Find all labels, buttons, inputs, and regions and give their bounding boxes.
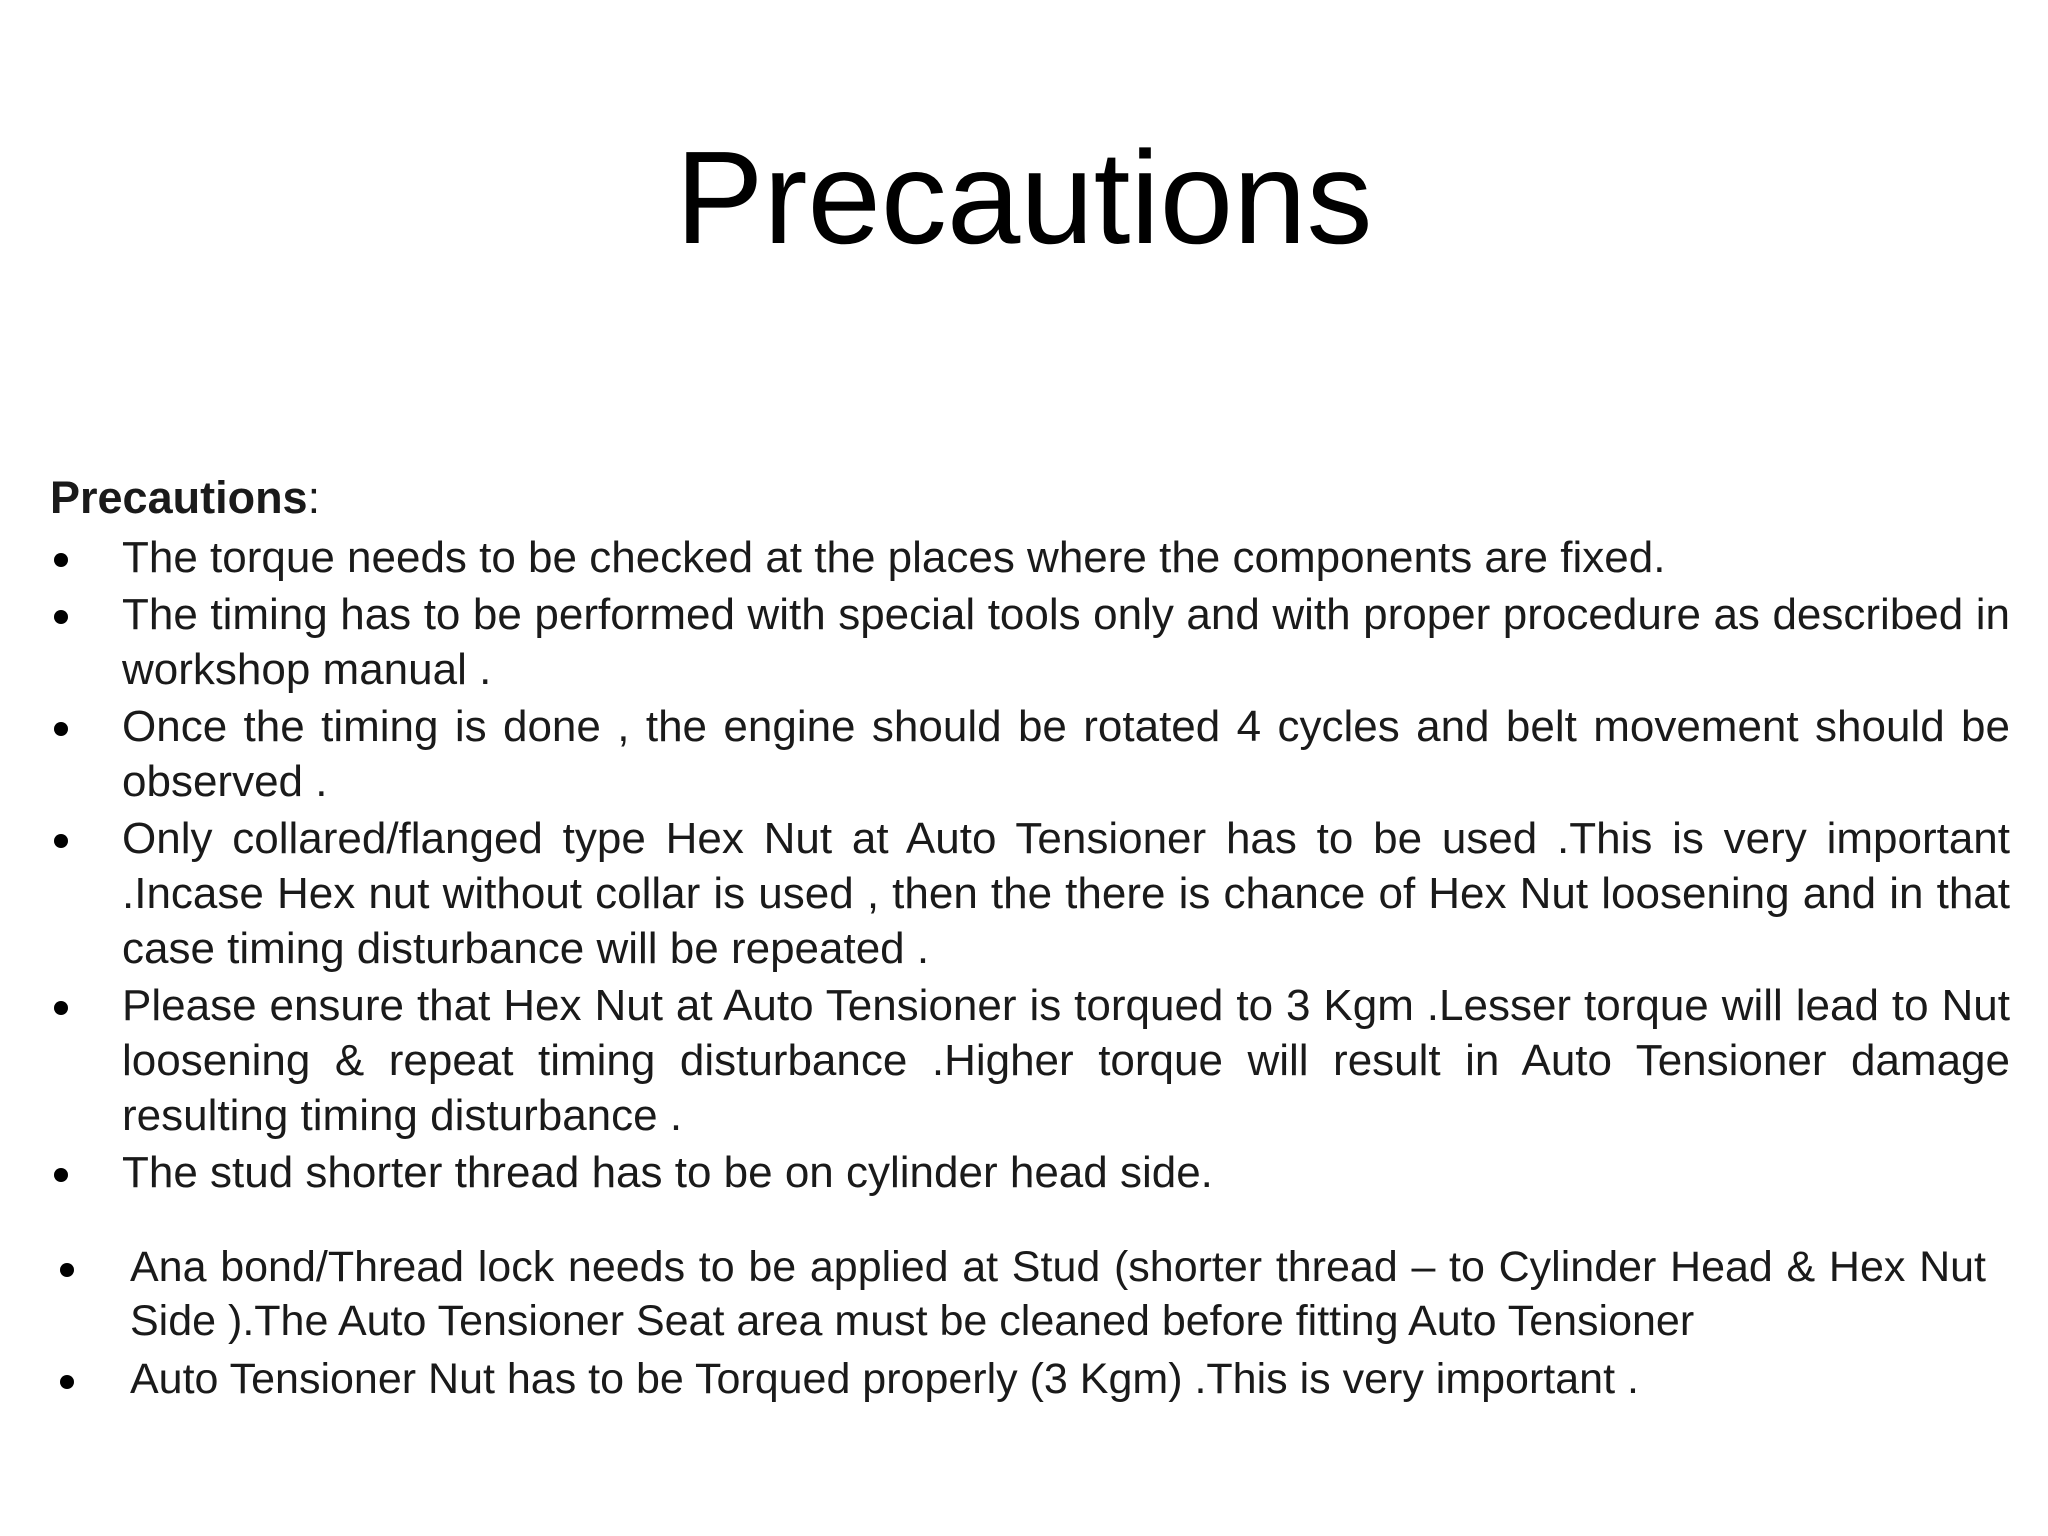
bullet-icon [60,1263,74,1277]
list-item [56,1240,1986,1348]
list-item-text: Ana bond/Thread lock needs to be applied at Stud (shorter thread – to Cylinder Head & Hex Nut Side ).The Auto Tensioner Seat area must be cleaned before fitting Auto Tensioner [130,1243,1986,1345]
list-item [50,699,2010,809]
list-item-text: Once the timing is done , the engine should be rotated 4 cycles and belt movement should be observed . [122,702,2010,806]
precautions-heading-colon: : [307,472,321,523]
list-item-text: Please ensure that Hex Nut at Auto Tensioner is torqued to 3 Kgm .Lesser torque will lead to Nut loosening & repeat timing disturbance .Higher torque will result in Auto Tensioner damage resulting timing disturbance . [122,981,2010,1140]
bullet-icon [54,834,68,848]
precautions-heading-label: Precautions [50,472,308,523]
precautions-heading [50,466,2010,530]
list-item-text: The stud shorter thread has to be on cylinder head side. [122,1148,1213,1197]
list-item [50,1145,2010,1200]
bullet-icon [54,1001,68,1015]
list-item-text: The torque needs to be checked at the places where the components are fixed. [122,533,1666,582]
bullet-icon [60,1375,74,1389]
list-item [50,530,2010,585]
slide-title: Precautions [675,124,1373,271]
additional-precautions-list [56,1240,1986,1406]
precautions-text-block [50,466,2010,1200]
bullet-icon [54,1168,68,1182]
list-item [50,587,2010,697]
bullet-icon [54,553,68,567]
list-item-text: Only collared/flanged type Hex Nut at Auto Tensioner has to be used .This is very important .Incase Hex nut without collar is used , then the there is chance of Hex Nut loosening and in that case timing disturbance will be repeated . [122,814,2010,973]
list-item [50,811,2010,976]
bullet-icon [54,610,68,624]
precautions-list [50,530,2010,1200]
list-item [56,1352,1986,1406]
list-item [50,978,2010,1143]
additional-precautions-block [56,1236,1986,1406]
list-item-text: The timing has to be performed with special tools only and with proper procedure as described in workshop manual . [122,590,2010,694]
bullet-icon [54,722,68,736]
list-item-text: Auto Tensioner Nut has to be Torqued properly (3 Kgm) .This is very important . [130,1355,1639,1403]
